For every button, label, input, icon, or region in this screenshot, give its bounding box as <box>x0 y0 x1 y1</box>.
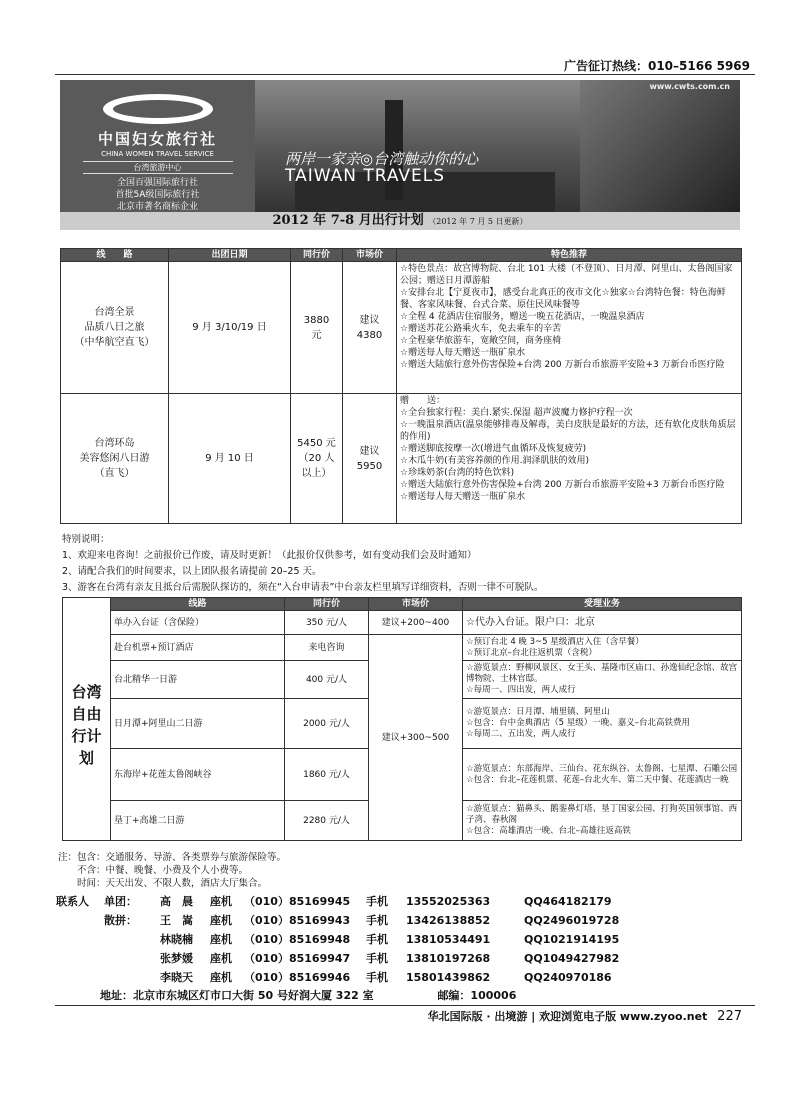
peer-price-cell: 2000 元/人 <box>285 699 369 749</box>
banner <box>60 80 740 230</box>
market-price-cell: 建议+200~400 <box>369 611 463 635</box>
route-cell: 台北精华一日游 <box>111 661 285 699</box>
contact-name: 张梦媛 <box>160 952 193 965</box>
peer-price-cell: 来电咨询 <box>285 635 369 661</box>
peer-price-cell: 2280 元/人 <box>285 801 369 841</box>
table-row <box>61 394 742 524</box>
contact-name: 林晓楠 <box>160 933 193 946</box>
contact-name: 高 晨 <box>160 895 193 908</box>
special-notes <box>62 532 752 596</box>
free-travel-label: 台湾自由行计划 <box>63 611 111 841</box>
mobile: 15801439862 <box>406 971 491 984</box>
agency-credential: 全国百强国际旅行社 <box>116 178 198 188</box>
contact-name: 王 嵩 <box>160 914 193 927</box>
footnote-line: 不含：中餐、晚餐、小费及个人小费等。 <box>58 865 249 876</box>
route-cell: 单办入台证（含保险） <box>111 611 285 635</box>
col-route: 线路 <box>111 598 285 611</box>
slogan: 两岸一家亲◎台湾触动你的心 <box>285 150 479 168</box>
business-cell: ☆代办入台证。限户口：北京 <box>463 611 742 635</box>
route-cell: 日月潭+阿里山二日游 <box>111 699 285 749</box>
business-cell: ☆游览景点：东部海岸、三仙台、花东纵谷、太鲁阁、七星潭、石雕公园 ☆包含：台北–花莲机票、花莲–台北火车、第二天中餐、花莲酒店一晚 <box>463 749 742 801</box>
side-label-head <box>63 598 111 611</box>
note-item: 3、游客在台湾有亲友且抵台后需脱队探访的，须在“入台申请表”中台亲友栏里填写详细资料，否则一律不可脱队。 <box>62 582 544 593</box>
mobile: 13552025363 <box>406 895 491 908</box>
market-price-cell: 建议+300~500 <box>369 635 463 841</box>
route-cell: 垦丁+高雄二日游 <box>111 801 285 841</box>
table-row <box>63 611 742 635</box>
features-cell: 赠 送： ☆全台独家行程：美白.紧实.保湿 超声波魔力修护疗程一次 ☆一晚温泉酒店(温泉能够排毒及解毒，美白皮肤是最好的方法，还有软化皮肤角质层的作用) ☆赠送脚底按摩一次(增进气血循环及恢复疲劳) ☆木瓜牛奶(有美容养颜的作用.润泽肌肤的效用) ☆珍珠奶茶(台湾的特色饮料) ☆赠送大陆旅行意外伤害保险+台湾 200 万新台币旅游平安险+3 万新台币医疗险 ☆赠送每人每天赠送一瓶矿泉水 <box>397 394 742 524</box>
agency-subtitle: 台湾旅游中心 <box>83 161 233 174</box>
col-date: 出团日期 <box>169 249 291 262</box>
contact-row <box>56 911 619 930</box>
peer-price-cell: 350 元/人 <box>285 611 369 635</box>
mobile: 13810197268 <box>406 952 491 965</box>
ad-hotline: 广告征订热线：010–5166 5969 <box>563 59 750 73</box>
landline-label: 座机 <box>210 933 232 946</box>
landline: （010）85169945 <box>244 895 351 908</box>
col-business: 受理业务 <box>463 598 742 611</box>
bottom-divider <box>55 1005 755 1006</box>
business-cell: ☆预订台北 4 晚 3~5 星级酒店入住（含早餐） ☆预订北京–台北往返机票（含税） <box>463 635 742 661</box>
address-line <box>100 987 516 1003</box>
agency-name-cn: 中国妇女旅行社 <box>97 130 217 148</box>
mobile: 13810534491 <box>406 933 491 946</box>
features-cell: ☆特色景点：故宫博物院、台北 101 大楼（不登顶）、日月潭、阿里山、太鲁阁国家公园；赠送日月潭游船 ☆安排台北【宁夏夜市】，感受台北真正的夜市文化☆独家☆台湾特色餐：特色海鲜餐、客家风味餐、台式合菜、原住民风味餐等 ☆全程 4 花酒店住宿服务，赠送一晚五花酒店，一晚温泉酒店 ☆赠送苏花公路乘火车，免去乘车的辛苦 ☆全程豪华旅游车，宽敞空间，商务座椅 ☆赠送每人每天赠送一瓶矿泉水 ☆赠送大陆旅行意外伤害保险+台湾 200 万新台币旅游平安险+3 万新台币医疗险 <box>397 262 742 394</box>
plan-title-bar <box>60 212 740 230</box>
page-footer <box>428 1008 742 1024</box>
col-features: 特色推荐 <box>397 249 742 262</box>
landline: （010）85169947 <box>244 952 351 965</box>
date-cell: 9 月 10 日 <box>169 394 291 524</box>
contact-category: 散拼： <box>104 914 137 927</box>
route-cell: 台湾环岛 美容悠闲八日游 （直飞） <box>61 394 169 524</box>
footer-text: 华北国际版 · 出境游 | 欢迎浏览电子版 www.zyoo.net <box>427 1010 708 1023</box>
note-item: 1、欢迎来电咨询！之前报价已作废，请及时更新！（此报价仅供参考，如有变动我们会及时通知） <box>62 550 477 561</box>
business-cell: ☆游览景点：猫鼻头、鹅銮鼻灯塔、垦丁国家公园、打狗英国领事馆、西子湾、春秋阁 ☆包含：高雄酒店一晚、台北–高雄往返高铁 <box>463 801 742 841</box>
business-cell: ☆游览景点：野柳风景区、女王头、基隆市区庙口、孙逸仙纪念馆、故宫博物院、士林官邸。 ☆每周一、四出发，两人成行 <box>463 661 742 699</box>
qq: QQ240970186 <box>524 971 612 984</box>
agency-credential: 首批5A级国际旅行社 <box>115 190 200 200</box>
footnote-line: 时间：天天出发、不限人数，酒店大厅集合。 <box>58 878 268 889</box>
contact-row <box>56 930 619 949</box>
table-row <box>61 262 742 394</box>
route-cell: 赴台机票+预订酒店 <box>111 635 285 661</box>
group-tour-table <box>60 248 742 524</box>
landline: （010）85169946 <box>244 971 351 984</box>
note-item: 2、请配合我们的时间要求，以上团队报名请提前 20–25 天。 <box>62 566 322 577</box>
mobile-label: 手机 <box>366 895 388 908</box>
market-price-cell: 建议 4380 <box>343 262 397 394</box>
col-peer-price: 同行价 <box>285 598 369 611</box>
landline-label: 座机 <box>210 952 232 965</box>
zip-code: 邮编：100006 <box>437 989 517 1002</box>
mobile-label: 手机 <box>366 933 388 946</box>
qq: QQ2496019728 <box>524 914 620 927</box>
agency-logo-icon <box>103 94 213 124</box>
mobile: 13426138852 <box>406 914 491 927</box>
plan-title: 2012 年 7-8 月出行计划 <box>272 213 424 228</box>
peer-price-cell: 1860 元/人 <box>285 749 369 801</box>
col-market-price: 市场价 <box>369 598 463 611</box>
table-header-row <box>63 598 742 611</box>
peer-price-cell: 400 元/人 <box>285 661 369 699</box>
peer-price-cell: 5450 元 （20 人 以上） <box>291 394 343 524</box>
contact-name: 李晓天 <box>160 971 193 984</box>
slogan-en: TAIWAN TRAVELS <box>285 166 446 186</box>
table-header-row <box>61 249 742 262</box>
notes-title: 特别说明： <box>62 534 110 545</box>
mobile-label: 手机 <box>366 952 388 965</box>
contact-row <box>56 949 619 968</box>
landline-label: 座机 <box>210 971 232 984</box>
free-travel-footnote <box>58 851 286 890</box>
market-price-cell: 建议 5950 <box>343 394 397 524</box>
route-cell: 东海岸+花莲太鲁阁峡谷 <box>111 749 285 801</box>
business-cell: ☆游览景点：日月潭、埔里镇、阿里山 ☆包含：台中金典酒店（5 星级）一晚、嘉义–台北高铁费用 ☆每周二、五出发，两人成行 <box>463 699 742 749</box>
date-cell: 9 月 3/10/19 日 <box>169 262 291 394</box>
free-travel-table <box>62 597 742 841</box>
plan-update-note: （2012 年 7 月 5 日更新） <box>428 217 528 226</box>
contact-row <box>56 892 619 911</box>
taiwan-photo <box>255 80 740 212</box>
contact-row <box>56 968 619 987</box>
landline: （010）85169948 <box>244 933 351 946</box>
top-divider <box>55 74 755 75</box>
qq: QQ1021914195 <box>524 933 620 946</box>
col-route: 线 路 <box>61 249 169 262</box>
qq: QQ1049427982 <box>524 952 620 965</box>
agency-credential: 北京市著名商标企业 <box>116 202 198 212</box>
agency-logo-block <box>60 80 255 212</box>
qq: QQ464182179 <box>524 895 612 908</box>
contact-category: 单团： <box>104 895 137 908</box>
page-number: 227 <box>717 1009 742 1024</box>
contacts-block <box>56 892 619 987</box>
landline-label: 座机 <box>210 914 232 927</box>
landline: （010）85169943 <box>244 914 351 927</box>
col-peer-price: 同行价 <box>291 249 343 262</box>
mobile-label: 手机 <box>366 971 388 984</box>
website-url: www.cwts.com.cn <box>649 82 730 91</box>
footnote-line: 注：包含：交通服务、导游、各类票券与旅游保险等。 <box>58 852 287 863</box>
col-market-price: 市场价 <box>343 249 397 262</box>
landline-label: 座机 <box>210 895 232 908</box>
mobile-label: 手机 <box>366 914 388 927</box>
peer-price-cell: 3880 元 <box>291 262 343 394</box>
address: 地址：北京市东城区灯市口大街 50 号好润大厦 322 室 <box>100 989 374 1002</box>
coast-rocks <box>580 80 740 212</box>
route-cell: 台湾全景 品质八日之旅 （中华航空直飞） <box>61 262 169 394</box>
contacts-label: 联系人 <box>56 895 89 908</box>
agency-name-en: CHINA WOMEN TRAVEL SERVICE <box>101 150 214 158</box>
table-row <box>63 635 742 661</box>
